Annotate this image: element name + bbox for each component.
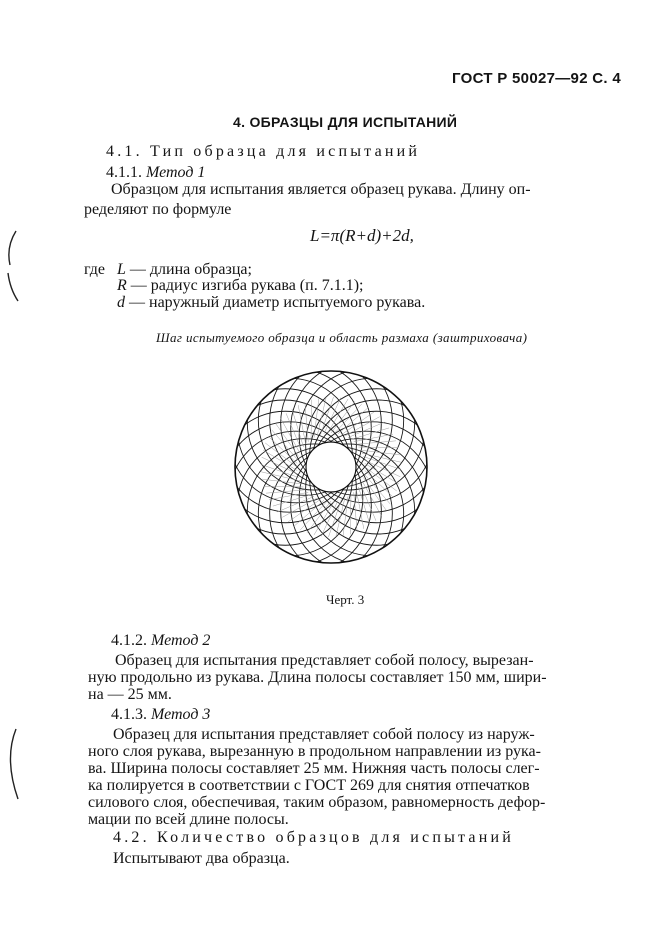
definition-text: — наружный диаметр испытуемого рукава. — [129, 294, 426, 311]
clause-4-1-3 — [111, 706, 210, 724]
clause-title: Метод 3 — [151, 706, 211, 723]
annulus-figure — [230, 345, 432, 585]
clause-4-1-1 — [106, 164, 205, 182]
clause-title: Метод 1 — [146, 164, 206, 181]
definition-item — [117, 294, 425, 312]
hatch-line — [331, 401, 355, 433]
clause-4-1-2 — [111, 632, 210, 650]
clause-title: Метод 2 — [151, 632, 211, 649]
page-header: ГОСТ Р 50027—92 С. 4 — [452, 70, 622, 87]
method3-line: мации по всей длине полосы. — [88, 811, 289, 828]
clause-number: 4.1.3. — [111, 706, 147, 723]
definition-text: — радиус изгиба рукава (п. 7.1.1); — [130, 277, 364, 294]
definition-symbol: d — [117, 294, 125, 311]
method2-line: Образец для испытания представляет собой полосу, вырезан- — [115, 652, 534, 669]
margin-bracket-mark — [0, 225, 30, 310]
inner-circle — [306, 442, 356, 492]
definition-text: — длина образца; — [129, 261, 252, 278]
method3-line: ва. Ширина полосы составляет 25 мм. Нижняя часть полосы слег- — [88, 760, 540, 777]
method1-line: ределяют по формуле — [84, 201, 232, 218]
method3-line: ка полируется в соответствии с ГОСТ 269 для снятия отпечатков — [88, 777, 530, 794]
hatch-line — [262, 457, 298, 474]
formula: L=π(R+d)+2d, — [310, 226, 414, 245]
clause-4-2-text: Испытывают два образца. — [113, 850, 290, 867]
method1-line: Образцом для испытания является образец рукава. Длину оп- — [111, 181, 531, 198]
hatch-line — [364, 460, 400, 477]
definition-symbol: R — [117, 277, 127, 294]
definition-item — [117, 277, 363, 295]
clause-number: 4.1.2. — [111, 632, 147, 649]
method2-line: ную продольно из рукава. Длина полосы составляет 150 мм, шири- — [88, 669, 547, 686]
method2-line: на — 25 мм. — [88, 686, 172, 703]
figure-caption: Шаг испытуемого образца и область размаха (заштриховача) — [156, 330, 528, 345]
section-title: 4. ОБРАЗЦЫ ДЛЯ ИСПЫТАНИЙ — [233, 114, 458, 130]
where-label: где — [84, 261, 106, 278]
hatch-line — [307, 501, 331, 533]
method3-line: силового слоя, обеспечивая, таким образом, равномерность дефор- — [88, 794, 546, 811]
hatch-line — [264, 486, 304, 487]
figure-label: Черт. 3 — [326, 592, 365, 607]
definition-symbol: L — [117, 261, 126, 278]
clause-number: 4.1.1. — [106, 164, 142, 181]
hatch-line — [359, 447, 399, 448]
method3-line: Образец для испытания представляет собой полосу из наруж- — [113, 726, 535, 743]
method3-line: ного слоя рукава, вырезанную в продольном направлении из рука- — [88, 743, 541, 760]
clause-4-1: 4.1. Тип образца для испытаний — [106, 143, 421, 160]
margin-bracket-mark — [0, 725, 30, 805]
clause-4-2: 4.2. Количество образцов для испытаний — [113, 829, 515, 846]
